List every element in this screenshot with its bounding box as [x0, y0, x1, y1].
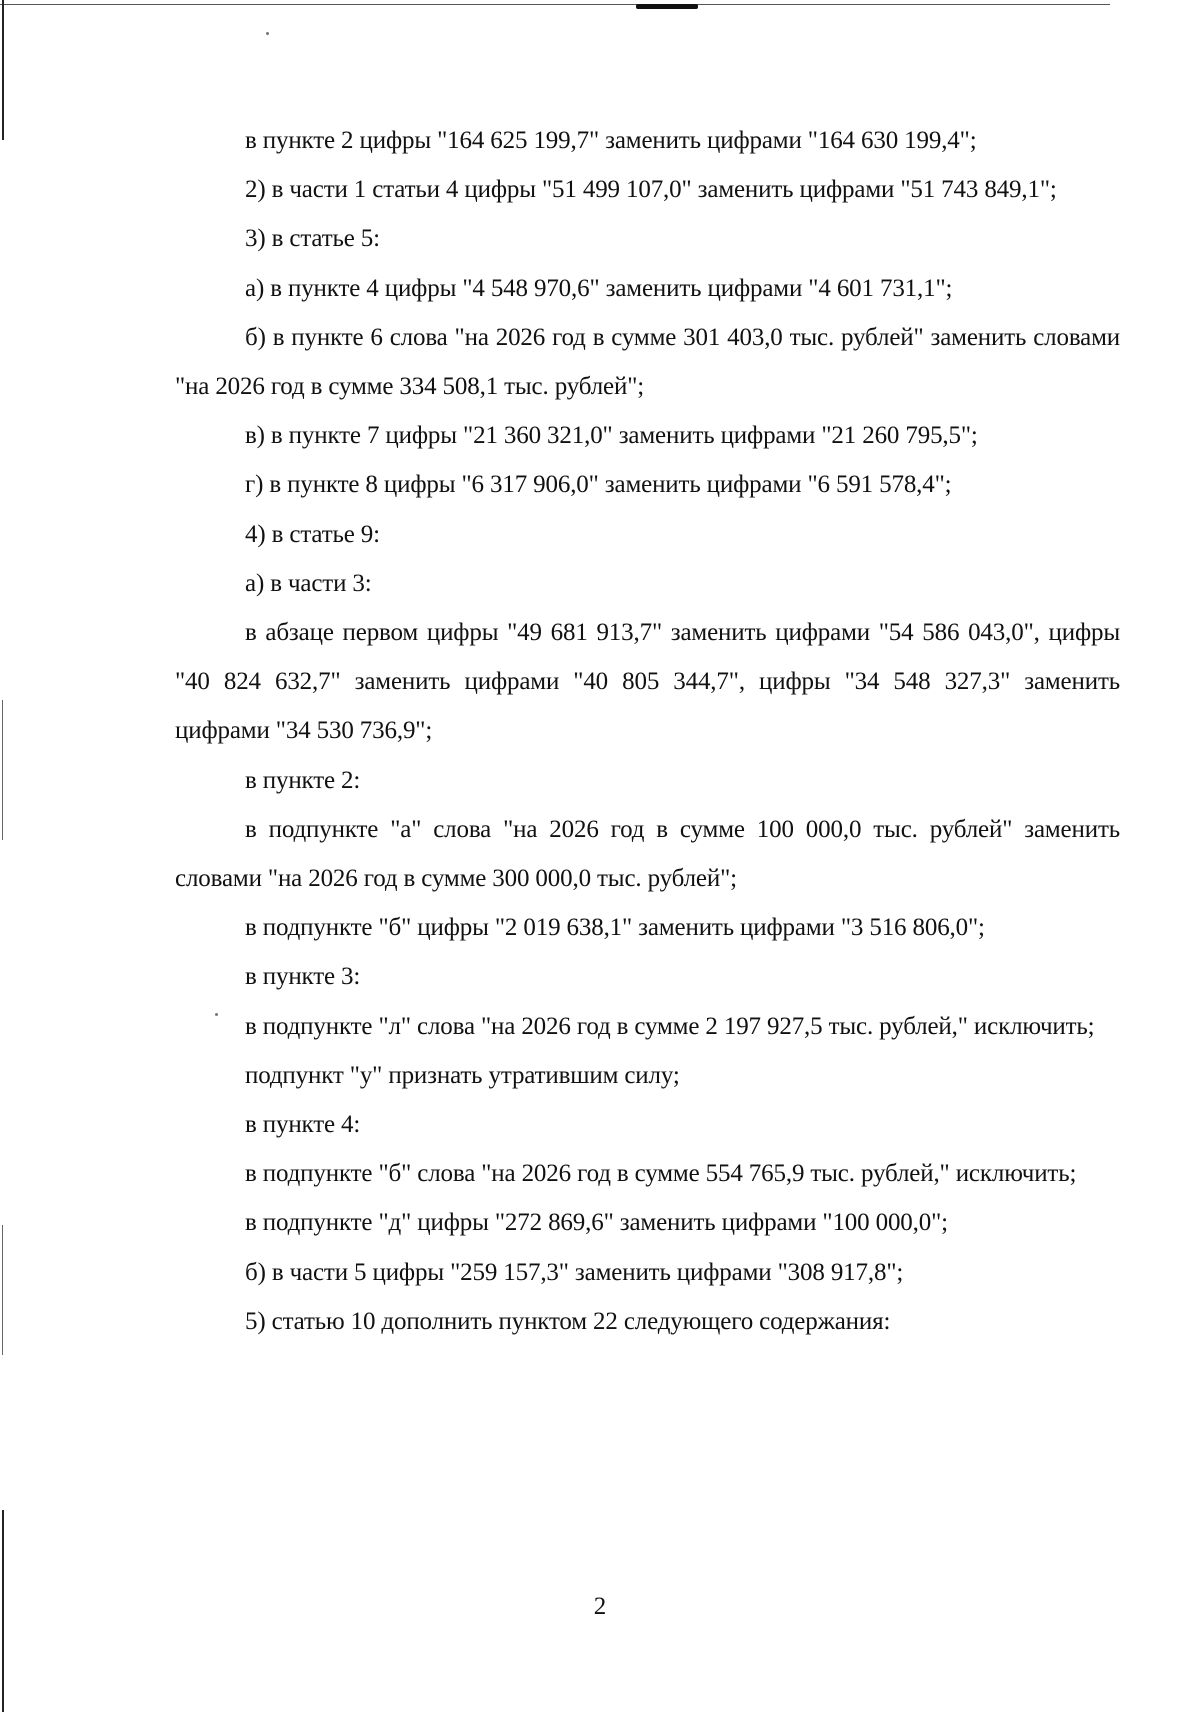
- paragraph: в подпункте "а" слова "на 2026 год в сумме 100 000,0 тыс. рублей" заменить словами "на 2026 год в сумме 300 000,0 тыс. рублей";: [175, 815, 1120, 893]
- paragraph: 3) в статье 5:: [245, 225, 380, 253]
- paragraph: 5) статью 10 дополнить пунктом 22 следующего содержания:: [245, 1307, 891, 1335]
- paragraph: в подпункте "л" слова "на 2026 год в сумме 2 197 927,5 тыс. рублей," исключить;: [245, 1012, 1095, 1040]
- paragraph: б) в части 5 цифры "259 157,3" заменить цифрами "308 917,8";: [245, 1258, 904, 1286]
- paragraph: в пункте 4:: [245, 1111, 361, 1139]
- page-number: 2: [593, 1593, 607, 1620]
- paragraph: а) в пункте 4 цифры "4 548 970,6" заменить цифрами "4 601 731,1";: [245, 274, 953, 302]
- paragraph: 2) в части 1 статьи 4 цифры "51 499 107,0" заменить цифрами "51 743 849,1";: [245, 176, 1057, 204]
- document-body: [175, 116, 1120, 1346]
- paragraph: в пункте 2 цифры "164 625 199,7" заменить цифрами "164 630 199,4";: [245, 127, 977, 154]
- paragraph: в подпункте "д" цифры "272 869,6" заменить цифрами "100 000,0";: [245, 1209, 948, 1237]
- paragraph: в) в пункте 7 цифры "21 360 321,0" заменить цифрами "21 260 795,5";: [245, 422, 978, 450]
- paragraph: г) в пункте 8 цифры "6 317 906,0" заменить цифрами "6 591 578,4";: [245, 471, 952, 499]
- paragraph: в пункте 2:: [245, 766, 361, 794]
- scan-speck: [266, 32, 269, 35]
- paragraph: в подпункте "б" слова "на 2026 год в сумме 554 765,9 тыс. рублей," исключить;: [245, 1160, 1077, 1188]
- paragraph: 4) в статье 9:: [245, 520, 380, 548]
- paragraph: в пункте 3:: [245, 963, 361, 991]
- scan-left-edge: [2, 700, 3, 840]
- paragraph: в абзаце первом цифры "49 681 913,7" заменить цифрами "54 586 043,0", цифры "40 824 632,7" заменить цифрами "40 805 344,7", цифры "34 548 327,3" заменить цифрами "34 530 736,9";: [175, 619, 1120, 745]
- scan-edge-line: [0, 4, 1110, 5]
- paragraph: а) в части 3:: [245, 569, 372, 597]
- scan-mark: [636, 4, 698, 9]
- paragraph: подпункт "у" признать утратившим силу;: [245, 1061, 680, 1089]
- scan-left-edge: [2, 0, 4, 140]
- paragraph: б) в пункте 6 слова "на 2026 год в сумме 301 403,0 тыс. рублей" заменить словами "на 2026 год в сумме 334 508,1 тыс. рублей";: [175, 323, 1120, 401]
- paragraph: в подпункте "б" цифры "2 019 638,1" заменить цифрами "3 516 806,0";: [245, 914, 985, 942]
- scan-left-edge: [2, 1225, 3, 1355]
